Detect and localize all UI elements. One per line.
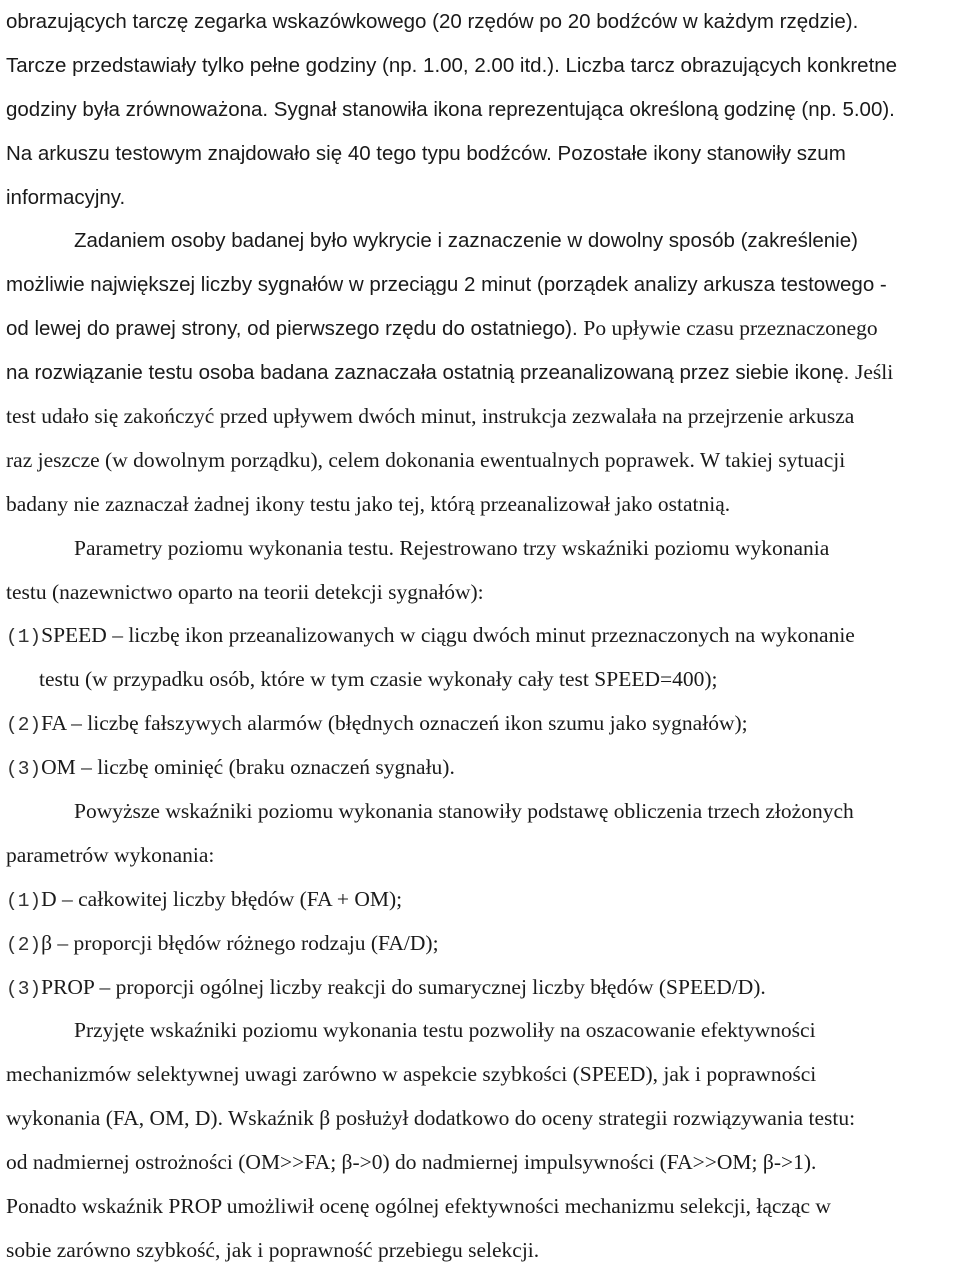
text-segment: informacyjny. — [6, 185, 126, 209]
text-segment: mechanizmów selektywnej uwagi zarówno w aspekcie szybkości (SPEED), jak i poprawności — [6, 1062, 817, 1087]
text-segment: raz jeszcze (w dowolnym porządku), celem dokonania ewentualnych poprawek. W takiej sytuacji — [6, 447, 846, 472]
text-segment: PROP – proporcji ogólnej liczby reakcji do sumarycznej liczby błędów (SPEED/D). — [41, 974, 766, 999]
text-segment: obrazujących tarczę zegarka wskazówkowego (20 rzędów po 20 bodźców w każdym rzędzie). — [6, 10, 859, 33]
text-line — [6, 483, 956, 527]
text-segment: od nadmiernej ostrożności (OM>>FA; β->0) do nadmiernej impulsywności (FA>>OM; β->1). — [6, 1150, 817, 1175]
list-marker: (3) — [6, 758, 42, 781]
text-line — [6, 0, 956, 44]
text-line — [6, 395, 956, 439]
list-marker: (3) — [6, 977, 42, 1000]
text-segment: Jeśli — [855, 360, 894, 385]
text-line — [6, 44, 956, 88]
text-segment: od lewej do prawej strony, od pierwszego rzędu do ostatniego). — [6, 317, 584, 341]
text-segment: Na arkuszu testowym znajdowało się 40 tego typu bodźców. Pozostałe ikony stanowiły szum — [6, 141, 846, 165]
text-line — [6, 614, 956, 658]
text-segment: Po upływie czasu przeznaczonego — [583, 316, 878, 341]
text-line — [6, 1053, 956, 1097]
text-segment: Powyższe wskaźniki poziomu wykonania stanowiły podstawę obliczenia trzech złożonych — [74, 799, 854, 824]
text-segment: badany nie zaznaczał żadnej ikony testu jako tej, którą przeanalizował jako ostatnią. — [6, 491, 731, 516]
list-marker: (1) — [6, 626, 42, 649]
document-page — [6, 0, 956, 1273]
text-line — [6, 746, 956, 790]
text-segment: Zadaniem osoby badanej było wykrycie i zaznaczenie w dowolny sposób (zakreślenie) — [74, 229, 858, 253]
text-line — [6, 1185, 956, 1229]
text-line — [6, 702, 956, 746]
text-segment: godziny była zrównoważona. Sygnał stanowiła ikona reprezentująca określoną godzinę (np. 5.00). — [6, 97, 895, 121]
text-line — [6, 219, 956, 263]
text-segment: D – całkowitej liczby błędów (FA + OM); — [41, 886, 403, 911]
text-line — [6, 658, 956, 702]
text-segment: Ponadto wskaźnik PROP umożliwił ocenę ogólnej efektywności mechanizmu selekcji, łącząc w — [6, 1194, 831, 1219]
text-segment: parametrów wykonania: — [6, 842, 215, 867]
text-segment: test udało się zakończyć przed upływem dwóch minut, instrukcja zezwalała na przejrzenie arkusza — [6, 404, 855, 429]
text-segment: β – proporcji błędów różnego rodzaju (FA/D); — [41, 930, 439, 955]
text-line — [6, 527, 956, 571]
text-segment: sobie zarówno szybkość, jak i poprawność przebiegu selekcji. — [6, 1237, 540, 1262]
text-segment: wykonania (FA, OM, D). Wskaźnik β posłużył dodatkowo do oceny strategii rozwiązywania testu: — [6, 1106, 856, 1131]
text-segment: Tarcze przedstawiały tylko pełne godziny (np. 1.00, 2.00 itd.). Liczba tarcz obrazujących konkretne — [6, 53, 898, 77]
text-line — [6, 1141, 956, 1185]
text-line — [6, 1229, 956, 1273]
text-line — [6, 922, 956, 966]
text-line — [6, 1009, 956, 1053]
text-line — [6, 834, 956, 878]
text-segment: OM – liczbę ominięć (braku oznaczeń sygnału). — [41, 755, 455, 780]
text-line — [6, 571, 956, 615]
text-line — [6, 132, 956, 176]
text-line — [6, 790, 956, 834]
text-line — [6, 351, 956, 395]
list-marker: (1) — [6, 889, 42, 912]
text-segment: testu (nazewnictwo oparto na teorii detekcji sygnałów): — [6, 579, 484, 604]
text-segment: możliwie największej liczby sygnałów w przeciągu 2 minut (porządek analizy arkusza testowego - — [6, 273, 887, 297]
text-line — [6, 88, 956, 132]
text-segment: SPEED – liczbę ikon przeanalizowanych w ciągu dwóch minut przeznaczonych na wykonanie — [41, 623, 855, 648]
text-line — [6, 1097, 956, 1141]
text-segment: Przyjęte wskaźniki poziomu wykonania testu pozwoliły na oszacowanie efektywności — [74, 1018, 816, 1043]
text-line — [6, 307, 956, 351]
list-marker: (2) — [6, 714, 42, 737]
text-segment: Parametry poziomu wykonania testu. Rejestrowano trzy wskaźniki poziomu wykonania — [74, 535, 830, 560]
text-line — [6, 263, 956, 307]
text-segment: FA – liczbę fałszywych alarmów (błędnych oznaczeń ikon szumu jako sygnałów); — [41, 711, 748, 736]
text-segment: na rozwiązanie testu osoba badana zaznaczała ostatnią przeanalizowaną przez siebie ikonę. — [6, 361, 856, 385]
text-line — [6, 176, 956, 220]
text-line — [6, 878, 956, 922]
text-segment: testu (w przypadku osób, które w tym czasie wykonały cały test SPEED=400); — [39, 667, 718, 692]
text-line — [6, 966, 956, 1010]
list-marker: (2) — [6, 933, 42, 956]
text-line — [6, 439, 956, 483]
